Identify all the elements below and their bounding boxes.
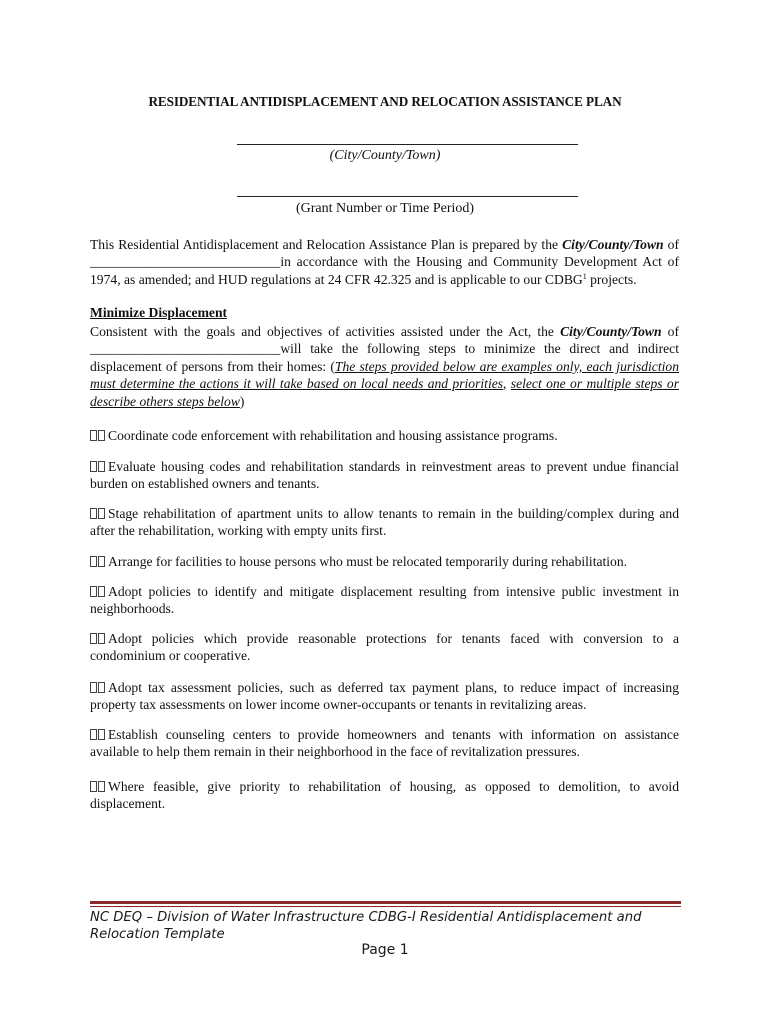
intro-text-2: of ____________________________in accordance with the Housing and Community Development Act of 1974, as amended; and HUD regulations at 24 CFR 42.325 and is applicable to our CDBG xyxy=(90,237,679,287)
footer-text: NC DEQ – Division of Water Infrastructure CDBG-I Residential Antidisplacement and Relocation Template xyxy=(90,910,642,942)
section-intro-text-2: of ____________________________will take the following steps to minimize the direct and indirect displacement of persons from their homes: ( xyxy=(90,324,679,374)
step-item[interactable] xyxy=(90,553,679,570)
step-text: Evaluate housing codes and rehabilitation standards in reinvestment areas to prevent undue financial burden on established owners and tenants. xyxy=(90,459,679,492)
checkbox-icon[interactable] xyxy=(90,679,106,696)
checkbox-icon[interactable] xyxy=(90,726,106,743)
intro-paragraph xyxy=(90,236,679,288)
document-title: RESIDENTIAL ANTIDISPLACEMENT AND RELOCATION ASSISTANCE PLAN xyxy=(148,94,622,109)
section-intro-text-1: Consistent with the goals and objectives of activities assisted under the Act, the xyxy=(90,324,561,339)
section-intro-text-3: , xyxy=(503,376,511,392)
step-text: Where feasible, give priority to rehabilitation of housing, as opposed to demolition, to avoid displacement. xyxy=(90,779,679,812)
checkbox-icon[interactable] xyxy=(90,583,106,600)
footer-divider xyxy=(90,901,681,904)
city-blank-line xyxy=(237,144,578,145)
intro-text-3: projects. xyxy=(586,271,637,287)
intro-text-1: This Residential Antidisplacement and Relocation Assistance Plan is prepared by the xyxy=(90,237,563,252)
step-item[interactable] xyxy=(90,458,679,493)
checkbox-icon[interactable] xyxy=(90,778,106,795)
intro-entity: City/County/Town xyxy=(562,237,664,252)
step-item[interactable] xyxy=(90,427,679,444)
checkbox-icon[interactable] xyxy=(90,630,106,647)
step-item[interactable] xyxy=(90,726,679,761)
city-caption: (City/County/Town) xyxy=(329,148,441,163)
checkbox-icon[interactable] xyxy=(90,427,106,444)
step-item[interactable] xyxy=(90,679,679,714)
section-intro-entity: City/County/Town xyxy=(560,324,662,339)
section-heading: Minimize Displacement xyxy=(90,305,228,320)
step-text: Arrange for facilities to house persons who must be relocated temporarily during rehabilitation. xyxy=(108,554,628,569)
step-text: Adopt policies to identify and mitigate displacement resulting from intensive public investment in neighborhoods. xyxy=(90,584,679,617)
checkbox-icon[interactable] xyxy=(90,505,106,522)
grant-caption: (Grant Number or Time Period) xyxy=(295,201,475,216)
section-intro-paragraph xyxy=(90,323,679,410)
step-item[interactable] xyxy=(90,583,679,618)
section-intro-text-4: ) xyxy=(239,393,245,409)
step-text: Coordinate code enforcement with rehabilitation and housing assistance programs. xyxy=(108,428,558,443)
step-text: Establish counseling centers to provide homeowners and tenants with information on assistance available to help them remain in their neighborhood in the face of revitalization pressures. xyxy=(90,727,679,760)
step-text: Stage rehabilitation of apartment units to allow tenants to remain in the building/complex during and after the rehabilitation, working with empty units first. xyxy=(90,506,679,539)
step-item[interactable] xyxy=(90,630,679,665)
footer-divider-thin xyxy=(90,906,681,907)
step-text: Adopt tax assessment policies, such as deferred tax payment plans, to reduce impact of increasing property tax assessments on lower income owner-occupants or tenants in revitalizing areas. xyxy=(90,680,679,713)
grant-blank-line xyxy=(237,196,578,197)
page-number: Page 1 xyxy=(361,942,409,958)
checkbox-icon[interactable] xyxy=(90,458,106,475)
footnote-mark: 1 xyxy=(582,271,587,281)
step-item[interactable] xyxy=(90,778,679,813)
step-text: Adopt policies which provide reasonable protections for tenants faced with conversion to a condominium or cooperative. xyxy=(90,631,679,664)
section-intro-instruction: select one or multiple steps or describe others steps below xyxy=(90,376,679,409)
step-item[interactable] xyxy=(90,505,679,540)
checkbox-icon[interactable] xyxy=(90,553,106,570)
section-intro-note: The steps provided below are examples only, each jurisdiction must determine the actions it will take based on local needs and priorities xyxy=(90,358,679,392)
